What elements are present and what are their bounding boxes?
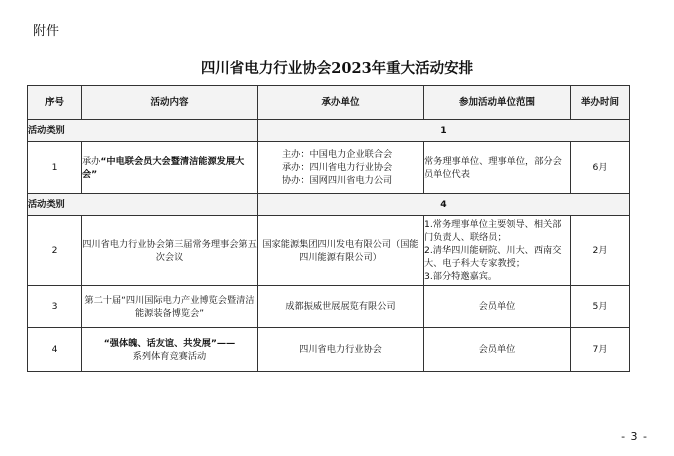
content-highlight: “强体魄、话友谊、共发展”—— [103,337,236,349]
activity-content: 第二十届“四川国际电力产业博览会暨清洁能源装备博览会” [82,286,258,328]
row-number: 1 [28,142,82,194]
organizer-line: 协办：国网四川省电力公司 [282,175,393,186]
scope-line: 1.常务理事单位主要领导、相关部门负责人、联络员； [424,219,562,243]
activity-content: 四川省电力行业协会第三届常务理事会第五次会议 [82,216,258,286]
table-row [28,286,630,328]
organizer-cell: 四川省电力行业协会 [258,328,424,372]
row-number: 3 [28,286,82,328]
time-cell: 6月 [571,142,630,194]
header-time: 举办时间 [571,86,630,120]
organizer-line: 主办：中国电力企业联合会 [282,149,393,160]
organizer-cell: 成都振威世展展览有限公司 [258,286,424,328]
category-row [28,120,630,142]
activity-table [27,85,630,372]
scope-cell: 会员单位 [424,286,571,328]
content-prefix: 承办 [82,155,101,167]
table-row [28,216,630,286]
time-cell: 7月 [571,328,630,372]
time-cell: 2月 [571,216,630,286]
scope-cell: 会员单位 [424,328,571,372]
time-cell: 5月 [571,286,630,328]
content-highlight: “中电联会员大会暨清洁能源发展大会” [82,155,245,180]
scope-line: 2.清华四川能研院、川大、西南交大、电子科大专家教授； [424,245,562,269]
category-label: 活动类别 [28,120,258,142]
table-header-row [28,86,630,120]
scope-cell: 常务理事单位、理事单位，部分会员单位代表 [424,142,571,194]
category-row [28,194,630,216]
page-number: - 3 - [621,430,648,443]
category-label: 活动类别 [28,194,258,216]
organizer-line: 承办：四川省电力行业协会 [282,162,393,173]
category-count: 1 [258,120,630,142]
organizer-cell [258,142,424,194]
activity-content [82,142,258,194]
activity-content [82,328,258,372]
document-title: 四川省电力行业协会2023年重大活动安排 [200,60,474,77]
scope-line: 3.部分特邀嘉宾。 [424,271,498,282]
row-number: 2 [28,216,82,286]
table-row [28,328,630,372]
table-row [28,142,630,194]
content-rest: 系列体育竞赛活动 [132,350,207,362]
header-organizer: 承办单位 [258,86,424,120]
organizer-cell: 国家能源集团四川发电有限公司（国能四川能源有限公司） [258,216,424,286]
attachment-label: 附件 [33,24,60,39]
scope-cell [424,216,571,286]
header-number: 序号 [28,86,82,120]
category-count: 4 [258,194,630,216]
header-scope: 参加活动单位范围 [424,86,571,120]
row-number: 4 [28,328,82,372]
header-content: 活动内容 [82,86,258,120]
